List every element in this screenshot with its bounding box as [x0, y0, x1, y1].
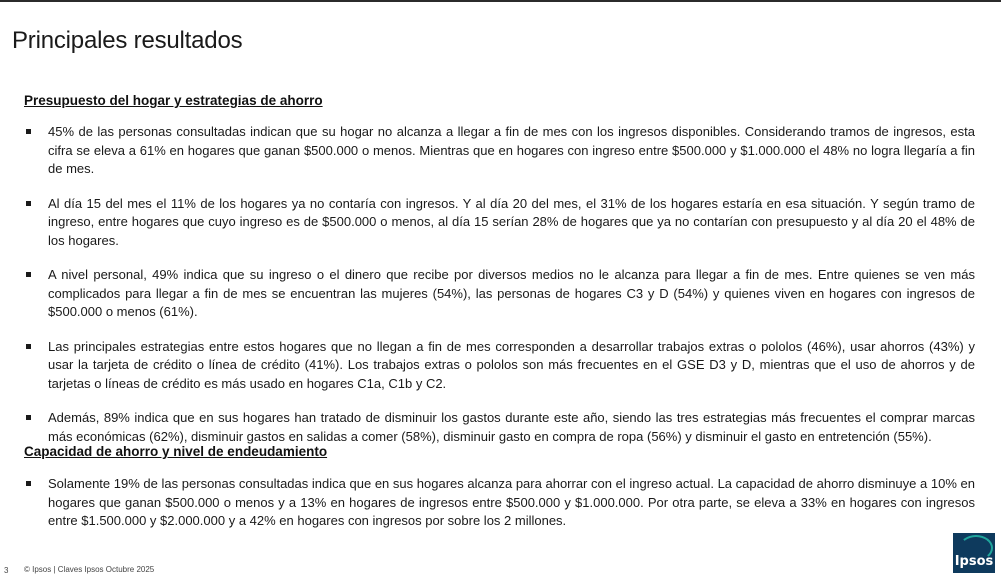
footer-copyright: © Ipsos | Claves Ipsos Octubre 2025	[24, 565, 155, 574]
savings-bullet-list	[24, 475, 975, 547]
bullet-text: Las principales estrategias entre estos hogares que no llegan a fin de mes corresponden a desarrollar trabajos extras o pololos (46%), usar ahorros (43%) y usar la tarjeta de crédito o línea de crédito (41%). Los trabajos extras o pololos son más frecuentes en el GSE D3 y D, mientras que el uso de ahorros y de tarjetas o líneas de crédito es más usado en hogares C1a, C1b y C2.	[48, 338, 975, 391]
square-bullet-icon	[26, 272, 31, 277]
bullet-item	[24, 123, 975, 179]
bullet-text: 45% de las personas consultadas indican que su hogar no alcanza a llegar a fin de mes con los ingresos disponibles. Considerando tramos de ingresos, esta cifra se eleva a 61% en hogares que ganan $500.000 o menos. Mientras que en hogares con ingreso entre $500.000 y $1.000.000 el 48% no logra llegaría a fin de mes.	[48, 124, 975, 176]
page-title: Principales resultados	[12, 27, 243, 54]
bullet-text: Al día 15 del mes el 11% de los hogares ya no contaría con ingresos. Y al día 20 del mes, el 31% de los hogares estaría en esa situación. Y según tramo de ingreso, entre hogares que cuyo ingreso es de $500.000 o menos, al día 15 serían 28% de hogares que ya no contarían con presupuesto y al día 20 el 48% de los hogares.	[48, 195, 975, 248]
page-number: 3	[4, 566, 9, 575]
logo-text: Ipsos	[954, 554, 994, 569]
square-bullet-icon	[26, 201, 31, 206]
bullet-item	[24, 475, 975, 531]
bullet-item	[24, 195, 975, 251]
bullet-item	[24, 409, 975, 446]
square-bullet-icon	[26, 481, 31, 486]
bullet-text: Solamente 19% de las personas consultadas indica que en sus hogares alcanza para ahorrar con el ingreso actual. La capacidad de ahorro disminuye a 10% en hogares que ganan $500.000 o menos y a 13% en hogares de ingresos entre $500.000 y $1.000.000. Por otra parte, se eleva a 33% en hogares con ingresos entre $1.500.000 y $2.000.000 y a 42% en hogares con ingresos por sobre los 2 millones.	[48, 476, 975, 528]
section-heading-savings: Capacidad de ahorro y nivel de endeudamiento	[24, 444, 328, 459]
bullet-text: A nivel personal, 49% indica que su ingreso o el dinero que recibe por diversos medios no le alcanza para llegar a fin de mes. Entre quienes se ven más complicados para llegar a fin de mes se encuentran las mujeres (54%), las personas de hogares C3 y D (54%) y quienes viven en hogares con ingresos de $500.000 o menos (61%).	[48, 267, 975, 319]
square-bullet-icon	[26, 415, 31, 420]
square-bullet-icon	[26, 129, 31, 134]
square-bullet-icon	[26, 344, 31, 349]
bullet-item	[24, 338, 975, 394]
bullet-text: Además, 89% indica que en sus hogares han tratado de disminuir los gastos durante este año, siendo las tres estrategias más frecuentes el comprar marcas más económicas (62%), disminuir gastos en salidas a comer (58%), disminuir gasto en compra de ropa (56%) y disminuir el gasto en entretención (55%).	[48, 410, 975, 444]
budget-bullet-list	[24, 123, 975, 462]
section-heading-budget: Presupuesto del hogar y estrategias de ahorro	[24, 93, 323, 108]
top-rule	[0, 0, 1001, 2]
bullet-item	[24, 266, 975, 322]
ipsos-logo	[953, 533, 995, 573]
